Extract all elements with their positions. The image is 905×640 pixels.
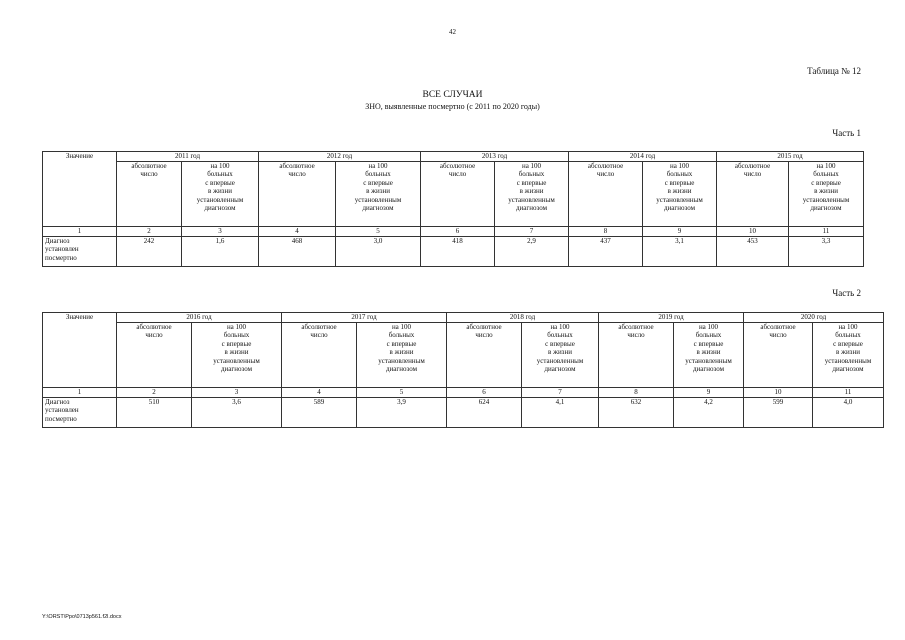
- year-header-row: [43, 313, 884, 323]
- value-column-header: Значение: [43, 152, 117, 227]
- table-row: [43, 237, 864, 267]
- abs-number-header: абсолютное число: [421, 162, 495, 227]
- abs-value-cell: 632: [599, 398, 674, 428]
- part-2-table: [42, 312, 884, 428]
- per-100-value-cell: 2,9: [495, 237, 569, 267]
- year-header: 2014 год: [569, 152, 717, 162]
- per-100-header: на 100 больных с впервые в жизни установленным диагнозом: [336, 162, 421, 227]
- per-100-value-cell: 3,3: [789, 237, 864, 267]
- page-number: 42: [449, 28, 456, 36]
- per-100-value-cell: 3,9: [357, 398, 447, 428]
- subheader-row: [43, 323, 884, 388]
- year-header: 2017 год: [282, 313, 447, 323]
- per-100-value-cell: 4,1: [522, 398, 599, 428]
- year-header: 2018 год: [447, 313, 599, 323]
- column-number: 9: [674, 388, 744, 398]
- abs-number-header: абсолютное число: [717, 162, 789, 227]
- row-label: Диагноз установлен посмертно: [43, 398, 117, 428]
- abs-value-cell: 453: [717, 237, 789, 267]
- per-100-header: на 100 больных с впервые в жизни установленным диагнозом: [182, 162, 259, 227]
- table-number: Таблица № 12: [807, 66, 861, 76]
- column-number: 9: [643, 227, 717, 237]
- column-number: 4: [259, 227, 336, 237]
- year-header-row: [43, 152, 864, 162]
- per-100-value-cell: 4,2: [674, 398, 744, 428]
- abs-value-cell: 437: [569, 237, 643, 267]
- column-number: 6: [421, 227, 495, 237]
- column-number: 1: [43, 388, 117, 398]
- abs-number-header: абсолютное число: [569, 162, 643, 227]
- footer-file-path: Y:\ORST\Ppo\0713p561.f2l.docx: [42, 614, 122, 620]
- column-number: 6: [447, 388, 522, 398]
- column-number: 8: [599, 388, 674, 398]
- value-column-header: Значение: [43, 313, 117, 388]
- abs-number-header: абсолютное число: [599, 323, 674, 388]
- table-row: [43, 398, 884, 428]
- per-100-header: на 100 больных с впервые в жизни установленным диагнозом: [674, 323, 744, 388]
- per-100-header: на 100 больных с впервые в жизни установленным диагнозом: [357, 323, 447, 388]
- column-number: 5: [336, 227, 421, 237]
- column-number: 1: [43, 227, 117, 237]
- year-header: 2020 год: [744, 313, 884, 323]
- abs-value-cell: 599: [744, 398, 813, 428]
- year-header: 2015 год: [717, 152, 864, 162]
- year-header: 2016 год: [117, 313, 282, 323]
- column-number: 2: [117, 227, 182, 237]
- abs-number-header: абсолютное число: [744, 323, 813, 388]
- column-number: 10: [717, 227, 789, 237]
- year-header: 2011 год: [117, 152, 259, 162]
- per-100-value-cell: 3,0: [336, 237, 421, 267]
- column-number: 5: [357, 388, 447, 398]
- abs-value-cell: 510: [117, 398, 192, 428]
- column-number: 11: [813, 388, 884, 398]
- column-number-row: [43, 227, 864, 237]
- per-100-header: на 100 больных с впервые в жизни установленным диагнозом: [813, 323, 884, 388]
- year-header: 2019 год: [599, 313, 744, 323]
- column-number: 11: [789, 227, 864, 237]
- per-100-header: на 100 больных с впервые в жизни установленным диагнозом: [789, 162, 864, 227]
- per-100-value-cell: 4,0: [813, 398, 884, 428]
- part-2-label: Часть 2: [832, 288, 861, 298]
- part-1-label: Часть 1: [832, 128, 861, 138]
- table-subtitle: ЗНО, выявленные посмертно (с 2011 по 2020 годы): [365, 102, 540, 111]
- column-number: 7: [522, 388, 599, 398]
- per-100-value-cell: 3,6: [192, 398, 282, 428]
- abs-value-cell: 624: [447, 398, 522, 428]
- abs-number-header: абсолютное число: [259, 162, 336, 227]
- part-1-table: [42, 151, 864, 267]
- per-100-header: на 100 больных с впервые в жизни установленным диагнозом: [643, 162, 717, 227]
- year-header: 2012 год: [259, 152, 421, 162]
- subheader-row: [43, 162, 864, 227]
- abs-number-header: абсолютное число: [117, 323, 192, 388]
- column-number: 8: [569, 227, 643, 237]
- abs-number-header: абсолютное число: [282, 323, 357, 388]
- abs-value-cell: 242: [117, 237, 182, 267]
- column-number: 3: [182, 227, 259, 237]
- row-label: Диагноз установлен посмертно: [43, 237, 117, 267]
- per-100-value-cell: 1,6: [182, 237, 259, 267]
- year-header: 2013 год: [421, 152, 569, 162]
- abs-value-cell: 418: [421, 237, 495, 267]
- per-100-header: на 100 больных с впервые в жизни установленным диагнозом: [522, 323, 599, 388]
- column-number: 10: [744, 388, 813, 398]
- column-number: 2: [117, 388, 192, 398]
- column-number-row: [43, 388, 884, 398]
- per-100-header: на 100 больных с впервые в жизни установленным диагнозом: [495, 162, 569, 227]
- table-title: ВСЕ СЛУЧАИ: [422, 90, 483, 100]
- abs-number-header: абсолютное число: [447, 323, 522, 388]
- column-number: 3: [192, 388, 282, 398]
- column-number: 7: [495, 227, 569, 237]
- abs-value-cell: 589: [282, 398, 357, 428]
- abs-number-header: абсолютное число: [117, 162, 182, 227]
- per-100-value-cell: 3,1: [643, 237, 717, 267]
- abs-value-cell: 468: [259, 237, 336, 267]
- column-number: 4: [282, 388, 357, 398]
- per-100-header: на 100 больных с впервые в жизни установленным диагнозом: [192, 323, 282, 388]
